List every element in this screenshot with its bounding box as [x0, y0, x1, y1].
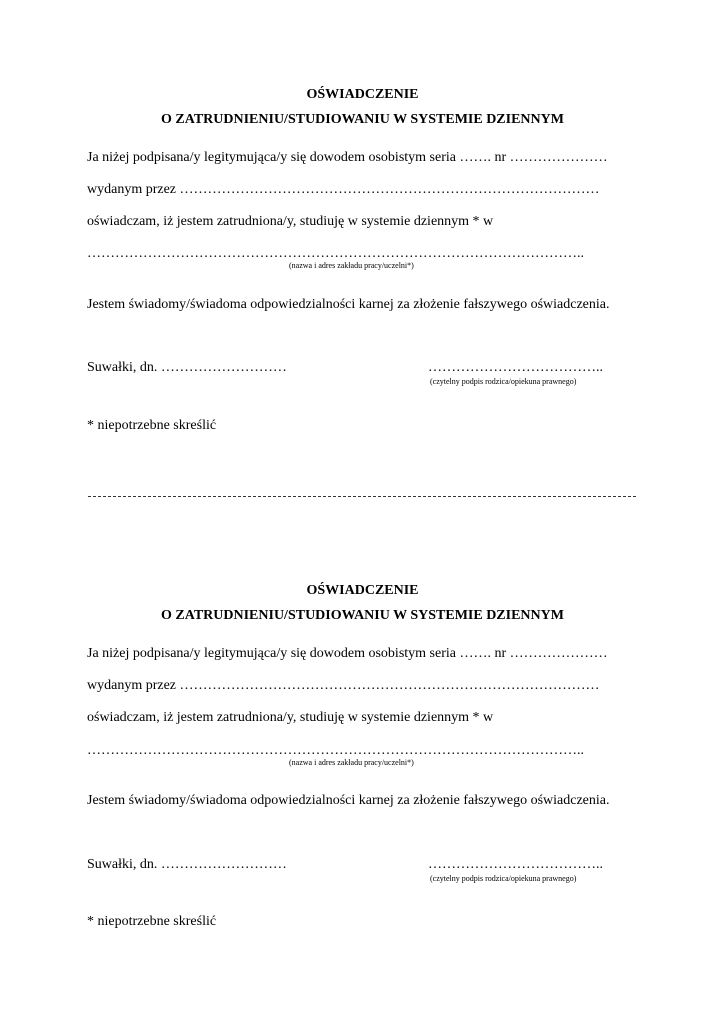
liability-statement: Jestem świadomy/świadoma odpowiedzialności karnej za złożenie fałszywego oświadczenia.	[87, 297, 610, 312]
workplace-caption: (nazwa i adres zakładu pracy/uczelni*)	[289, 261, 414, 270]
workplace-caption: (nazwa i adres zakładu pracy/uczelni*)	[289, 758, 414, 767]
place-date-line: Suwałki, dn. ………………………	[87, 360, 287, 375]
issued-by-line: wydanym przez ………………………………………………………………………………	[87, 182, 600, 197]
cut-line-separator	[88, 496, 636, 497]
identity-line: Ja niżej podpisana/y legitymująca/y się dowodem osobistym seria ……. nr …………………	[87, 646, 608, 661]
declaration-line: oświadczam, iż jestem zatrudniona/y, studiuję w systemie dziennym * w	[87, 710, 494, 725]
liability-statement: Jestem świadomy/świadoma odpowiedzialności karnej za złożenie fałszywego oświadczenia.	[87, 793, 610, 808]
footnote: * niepotrzebne skreślić	[87, 914, 217, 929]
issued-by-line: wydanym przez ………………………………………………………………………………	[87, 678, 600, 693]
signature-line: ………………………………..	[428, 360, 603, 375]
declaration-line: oświadczam, iż jestem zatrudniona/y, studiuję w systemie dziennym * w	[87, 214, 494, 229]
signature-line: ………………………………..	[428, 857, 603, 872]
workplace-fill-line: ……………………………………………………………………………………………..	[87, 246, 584, 261]
footnote: * niepotrzebne skreślić	[87, 418, 217, 433]
form-subtitle: O ZATRUDNIENIU/STUDIOWANIU W SYSTEMIE DZIENNYM	[161, 608, 564, 623]
form-title: OŚWIADCZENIE	[306, 583, 419, 598]
signature-caption: (czytelny podpis rodzica/opiekuna prawnego)	[430, 874, 577, 883]
form-title: OŚWIADCZENIE	[306, 87, 419, 102]
place-date-line: Suwałki, dn. ………………………	[87, 857, 287, 872]
workplace-fill-line: ……………………………………………………………………………………………..	[87, 743, 584, 758]
identity-line: Ja niżej podpisana/y legitymująca/y się dowodem osobistym seria ……. nr …………………	[87, 150, 608, 165]
signature-caption: (czytelny podpis rodzica/opiekuna prawnego)	[430, 377, 577, 386]
form-subtitle: O ZATRUDNIENIU/STUDIOWANIU W SYSTEMIE DZIENNYM	[161, 112, 564, 127]
